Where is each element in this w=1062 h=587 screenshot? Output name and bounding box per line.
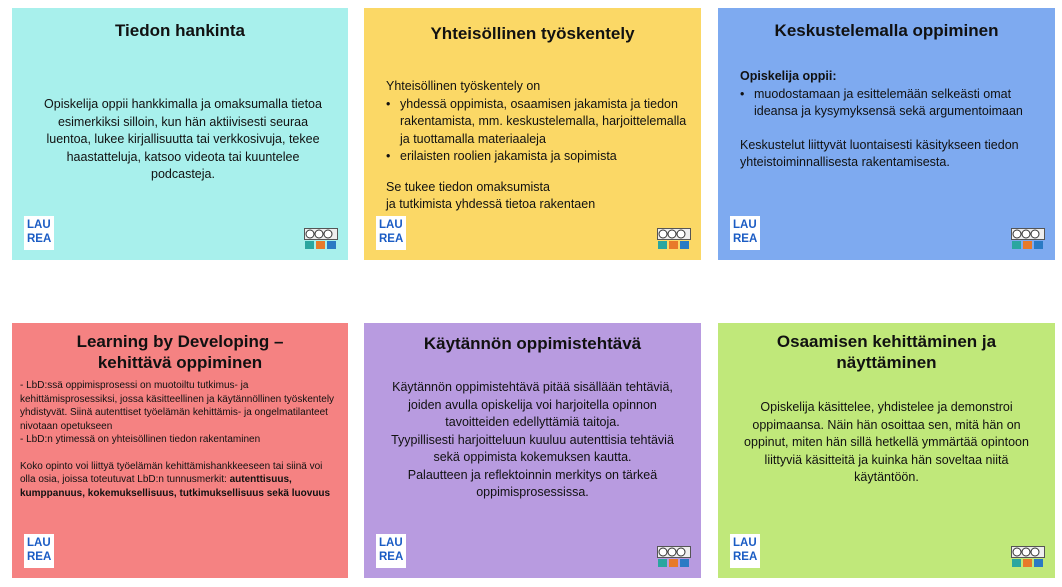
laurea-logo: LAU REA	[730, 216, 760, 250]
laurea-logo: LAU REA	[376, 534, 406, 568]
card-paragraph: Käytännön oppimistehtävä pitää sisällään tehtäviä, joiden avulla opiskelija voi harjoitella opinnon tavoitteiden edellyttämiä taitoja.	[392, 380, 673, 429]
card-outro: ja tutkimista yhdessä tietoa rakentaen	[386, 197, 596, 211]
card-intro: Yhteisöllinen työskentely on	[386, 79, 541, 93]
card-outro: Se tukee tiedon omaksumista	[386, 179, 550, 194]
card-paragraph: - LbD:ssä oppimisprosessi on muotoiltu tutkimus- ja kehittämisprosessiksi, jossa käsitteellinen ja käytännöllinen työskentely yhdistyvät. Siinä autenttiset työelämän kehittämis- ja ongelmatilanteet nivotaan opetukseen	[20, 380, 335, 432]
cc-license-icon	[1011, 546, 1045, 568]
card-subtitle: Opiskelija oppii:	[740, 69, 837, 83]
card-paragraph: Palautteen ja reflektoinnin merkitys on tärkeä oppimisprosessissa.	[407, 467, 658, 499]
card-title-line: Learning by Developing –	[76, 332, 284, 351]
card-tiedon-hankinta	[12, 8, 348, 260]
card-text	[386, 379, 679, 502]
card-title	[718, 331, 1055, 374]
card-osaamisen-kehittaminen	[718, 323, 1055, 578]
card-paragraph: - LbD:n ytimessä on yhteisöllinen tiedon rakentaminen	[20, 434, 261, 445]
laurea-logo: LAU REA	[24, 216, 54, 250]
card-title: Keskustelemalla oppiminen	[774, 21, 999, 40]
card-title: Yhteisöllinen työskentely	[430, 24, 635, 43]
card-title: Tiedon hankinta	[114, 21, 246, 40]
card-text	[20, 379, 340, 500]
laurea-logo: LAU REA	[24, 534, 54, 568]
card-paragraph: Tyypillisesti harjoitteluun kuuluu autenttisia tehtäviä sekä oppimista kokemuksen kautta.	[391, 432, 674, 464]
cc-license-icon	[304, 228, 338, 250]
card-paragraph: Koko opinto voi liittyä työelämän kehittämishankkeeseen tai siinä voi olla osia, joissa toteutuvat LbD:n tunnusmerkit: autenttisuus, kumppanuus, kokemuksellisuus, tutkimuksellisuus sekä luovuus	[20, 460, 331, 499]
card-title-line: Osaamisen kehittäminen ja	[776, 332, 997, 351]
laurea-logo: LAU REA	[376, 216, 406, 250]
card-kaytannon-oppimistehtava	[364, 323, 701, 578]
card-text	[38, 96, 328, 184]
card-paragraph: Opiskelija oppii hankkimalla ja omaksumalla tietoa esimerkiksi silloin, kun hän aktiivisesti seuraa luentoa, lukee kirjallisuutta tai verkkosivuja, tekee haastatteluja, katsoo videota tai kuuntelee podcasteja.	[44, 97, 322, 181]
cc-license-icon	[1011, 228, 1045, 250]
cc-license-icon	[657, 228, 691, 250]
cc-license-icon	[657, 546, 691, 568]
card-keskustelemalla-oppiminen	[718, 8, 1055, 260]
list-item: • muodostamaan ja esittelemään selkeästi omat ideansa ja kysymyksensä sekä argumentoimaan	[740, 86, 1040, 121]
card-learning-by-developing	[12, 323, 348, 578]
card-text	[740, 399, 1033, 487]
card-title-line: näyttäminen	[836, 353, 937, 373]
card-yhteisollinen-tyoskentely	[364, 8, 701, 260]
card-text	[740, 68, 1040, 172]
card-paragraph: Opiskelija käsittelee, yhdistelee ja demonstroi oppimaansa. Näin hän osoittaa sen, mitä hän on oppinut, miten hän sillä hetkellä ymmärtää opintoon liittyviä käsitteitä ja kuinka hän soveltaa niitä käytäntöön.	[744, 400, 1029, 484]
card-paragraph: Keskustelut liittyvät luontaisesti käsitykseen tiedon yhteistoiminnallisesta rakentamisesta.	[740, 137, 1019, 169]
card-title-line: kehittävä oppiminen	[97, 353, 263, 373]
laurea-logo: LAU REA	[730, 534, 760, 568]
list-item: • yhdessä oppimista, osaamisen jakamista ja tiedon rakentamista, mm. keskustelemalla, harjoittelemalla ja tuottamalla materiaaleja	[386, 96, 692, 149]
card-title	[12, 331, 348, 374]
card-title: Käytännön oppimistehtävä	[423, 334, 642, 353]
card-text	[386, 78, 692, 214]
list-item: • erilaisten roolien jakamista ja sopimista	[386, 148, 692, 166]
card-emphasis: autenttisuus, kumppanuus, kokemuksellisuus, tutkimuksellisuus sekä luovuus	[20, 474, 331, 499]
